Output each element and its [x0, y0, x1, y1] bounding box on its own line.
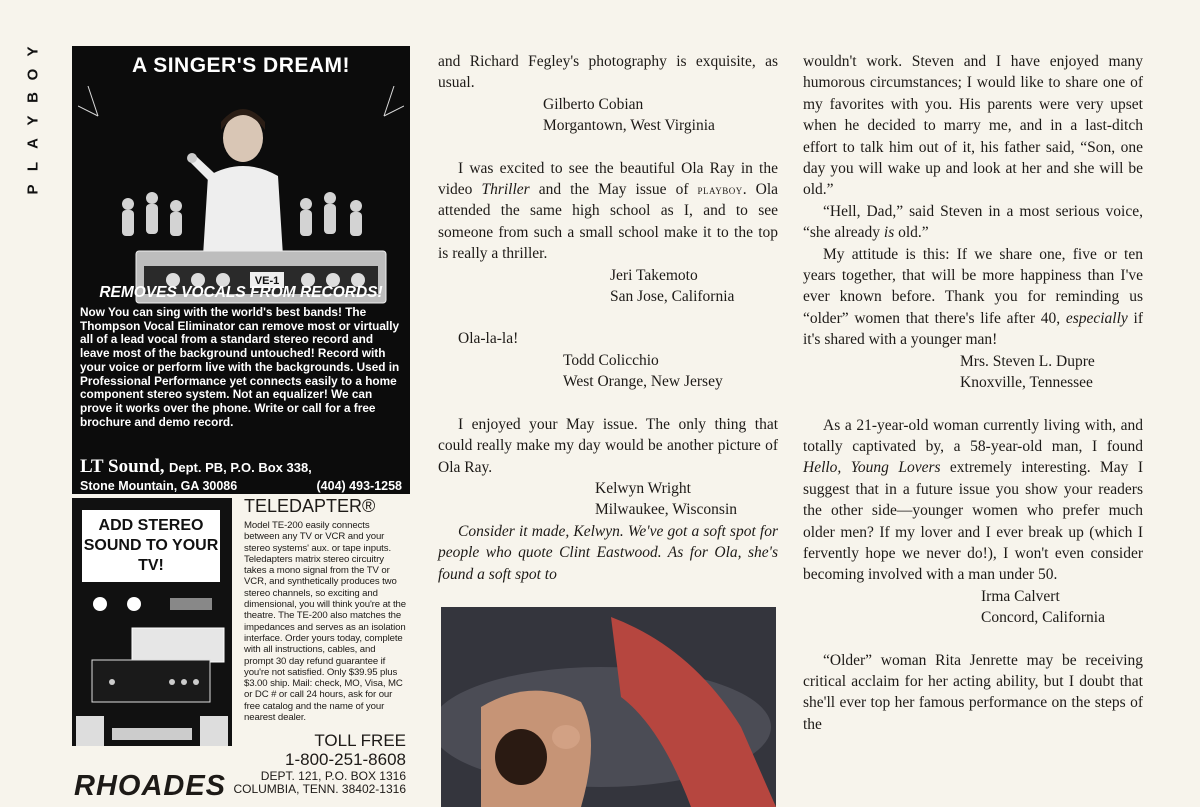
signature-name: Todd Colicchio: [563, 351, 659, 369]
tv-screen-text: ADD STEREO SOUND TO YOUR TV!: [82, 510, 220, 582]
signature-name: Kelwyn Wright: [595, 479, 691, 497]
masthead-letter: L: [24, 161, 42, 172]
letter-paragraph: wouldn't work. Steven and I have enjoyed many humorous circumstances; I would like to share one of my favorites with you. His parents were very upset when he decided to marry me, and in a last-ditch effort to talk him out of it, his father said, “Son, one day you will wake up and look at her and she will be old.”: [803, 53, 1143, 199]
masthead-letter: Y: [24, 115, 42, 126]
ad-address: Stone Mountain, GA 30086: [80, 479, 238, 493]
signature-name: Mrs. Steven L. Dupre: [960, 352, 1095, 370]
signature-name: Gilberto Cobian: [543, 95, 644, 113]
signature-name: Jeri Takemoto: [610, 266, 698, 284]
ad-brand: LT Sound,: [80, 456, 165, 477]
article-photo: [441, 607, 776, 807]
signature-name: Irma Calvert: [981, 587, 1060, 605]
ad-phone[interactable]: (404) 493-1258: [316, 479, 402, 493]
ad-dept: Dept. PB, P.O. Box 338,: [168, 460, 312, 475]
ad-headline: A SINGER'S DREAM!: [131, 54, 351, 77]
ad-city: COLUMBIA, TENN. 38402-1316: [233, 782, 406, 796]
masthead-letter: A: [24, 138, 42, 149]
letter-paragraph: My attitude is this: If we share one, five or ten years together, that will be more happiness than I've ever known before. Thank you for reminding us “older” women that there's life after 40, especially if it's shared with a younger man!: [803, 245, 1144, 349]
magazine-masthead-vertical: [22, 40, 44, 201]
letter-paragraph: I enjoyed your May issue. The only thing that could really make my day would be another picture of Ola Ray.: [438, 415, 778, 476]
ad-subheadline: REMOVES VOCALS FROM RECORDS!: [99, 284, 383, 301]
editor-reply: Consider it made, Kelwyn. We've got a soft spot for people who quote Clint Eastwood. As for Ola, she's found a soft spot to: [438, 522, 778, 583]
toll-free-block[interactable]: [285, 731, 406, 769]
toll-free-label: TOLL FREE: [314, 731, 406, 750]
signature-place: Milwaukee, Wisconsin: [595, 501, 738, 519]
stereo-equipment-illustration: [72, 588, 232, 746]
ad-vocal-eliminator[interactable]: [72, 46, 410, 494]
ad-dept: DEPT. 121, P.O. BOX 1316: [260, 769, 406, 783]
photo-illustration: [441, 607, 776, 807]
letter-paragraph: I was excited to see the beautiful Ola Ray in the video Thriller and the May issue of playboy. Ola attended the same high school as I, and to see someone from such a small school make it to the top is really a thriller.: [438, 159, 779, 263]
ad-body-text: Model TE-200 easily connects between any TV or VCR and your stereo systems' aux. or tape inputs. Teledapters matrix stereo circuitry takes a mono signal from the TV or VCR, and synthetically produces two stereo channels, so exciting and dimensional, you will think you're at the theatre. The TE-200 also matches the impedances and serves as an isolation interface. Order yours today, complete with all instructions, cables, and prompt 30 day refund guarantee if you're not satisfied. Only $39.95 plus $3.00 ship. Mail: check, MO, Visa, MC or DC # or call 24 hours, ask for our free catalog and the name of your nearest dealer.: [244, 520, 406, 724]
letter-paragraph: As a 21-year-old woman currently living with, and totally captivated by, a 58-year-old man, I found Hello, Young Lovers extremely interesting. May I suggest that in a future issue you show your readers the other side—younger women who prefer much older men? If my lover and I ever break up (which I fervently hope we never do!), I won't even consider becoming involved with a man under 50.: [803, 416, 1143, 584]
masthead-letter: O: [24, 68, 42, 81]
toll-free-number[interactable]: 1-800-251-8608: [285, 750, 406, 769]
ad-title: TELEDAPTER®: [244, 496, 376, 516]
letter-paragraph: “Hell, Dad,” said Steven in a most serious voice, “she already is old.”: [803, 202, 1143, 242]
masthead-letter: P: [24, 184, 42, 195]
device-model-label: VE-1: [254, 275, 280, 287]
letter-paragraph: and Richard Fegley's photography is exquisite, as usual.: [438, 53, 778, 92]
ad-body-text: Now You can sing with the world's best bands! The Thompson Vocal Eliminator can remove most or virtually all of a lead vocal from a standard stereo record and leave most of the background untouched! Record with your voice or perform live with the backgrounds. Used in Professional Performance yet connects easily to a home component stereo system. Not an equalizer! We can prove it works over the phone. Write or call for a free brochure and demo record.: [80, 305, 400, 429]
letters-column-2: [438, 51, 778, 585]
tv-illustration: [72, 498, 232, 746]
letter-paragraph: “Older” woman Rita Jenrette may be receiving critical acclaim for her acting ability, but I doubt that she'll ever top her famous performance on the steps of the: [803, 651, 1143, 733]
masthead-letter: B: [24, 92, 42, 103]
letter-paragraph: Ola-la-la!: [458, 330, 519, 348]
masthead-letter: Y: [24, 46, 42, 57]
signature-place: Knoxville, Tennessee: [960, 374, 1093, 392]
letters-column-3: [803, 51, 1143, 735]
signature-place: Concord, California: [981, 609, 1105, 627]
ad-teledapter[interactable]: [72, 498, 410, 807]
ad-contact: [80, 456, 402, 493]
signature-place: West Orange, New Jersey: [563, 373, 723, 391]
signature-place: Morgantown, West Virginia: [543, 117, 715, 135]
ad-mailing-address: [233, 770, 406, 796]
signature-place: San Jose, California: [610, 288, 735, 306]
rhoades-logo: RHOADES: [74, 770, 227, 802]
